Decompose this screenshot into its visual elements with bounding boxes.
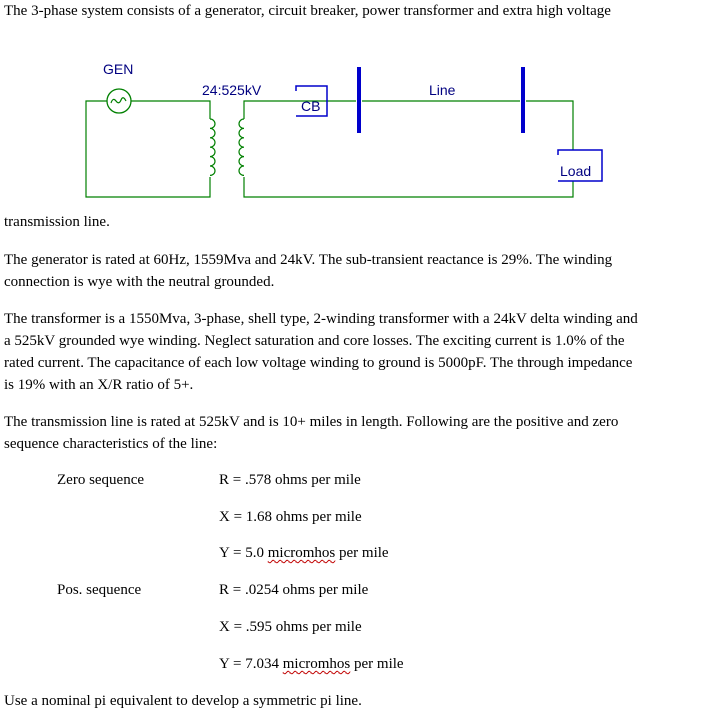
zero-seq-y: Y = 5.0 micromhos per mile (219, 545, 389, 561)
zero-seq-r: R = .578 ohms per mile (219, 472, 361, 488)
pos-seq-label: Pos. sequence (57, 582, 142, 598)
pos-seq-r: R = .0254 ohms per mile (219, 582, 369, 598)
transformer-primary-coil-icon (210, 119, 215, 175)
pos-seq-y: Y = 7.034 micromhos per mile (219, 656, 404, 672)
gen-label: GEN (103, 61, 134, 77)
line-par-2: sequence characteristics of the line: (4, 436, 218, 452)
transformer-line-1: The transformer is a 1550Mva, 3-phase, shell type, 2-winding transformer with a 24kV delta winding and (4, 311, 638, 327)
bus-bar-right (521, 67, 525, 133)
transformer-line-2: a 525kV grounded wye winding. Neglect saturation and core losses. The exciting current is 1.0% of the (4, 333, 625, 349)
line-label: Line (429, 82, 456, 98)
generator-line-2: connection is wye with the neutral grounded. (4, 274, 275, 290)
generator-icon (107, 89, 131, 113)
generator-sine-icon (111, 98, 126, 103)
bus-bar-left (357, 67, 361, 133)
intro-continuation: transmission line. (4, 214, 110, 230)
closing-text: Use a nominal pi equivalent to develop a symmetric pi line. (4, 693, 362, 709)
generator-line-1: The generator is rated at 60Hz, 1559Mva and 24kV. The sub-transient reactance is 29%. The winding (4, 252, 613, 268)
load-label: Load (560, 163, 592, 179)
transformer-ratio-label: 24:525kV (202, 82, 262, 98)
cb-label: CB (301, 98, 321, 114)
circuit-wires (86, 101, 573, 197)
one-line-diagram (0, 0, 710, 215)
zero-seq-label: Zero sequence (57, 472, 145, 488)
intro-text: The 3-phase system consists of a generator, circuit breaker, power transformer and extra high voltage (4, 3, 611, 19)
transformer-line-3: rated current. The capacitance of each low voltage winding to ground is 5000pF. The through impedance (4, 355, 633, 371)
transformer-line-4: is 19% with an X/R ratio of 5+. (4, 377, 194, 393)
line-par-1: The transmission line is rated at 525kV and is 10+ miles in length. Following are the positive and zero (4, 414, 619, 430)
transformer-secondary-coil-icon (239, 119, 244, 175)
pos-seq-x: X = .595 ohms per mile (219, 619, 362, 635)
zero-seq-x: X = 1.68 ohms per mile (219, 509, 362, 525)
